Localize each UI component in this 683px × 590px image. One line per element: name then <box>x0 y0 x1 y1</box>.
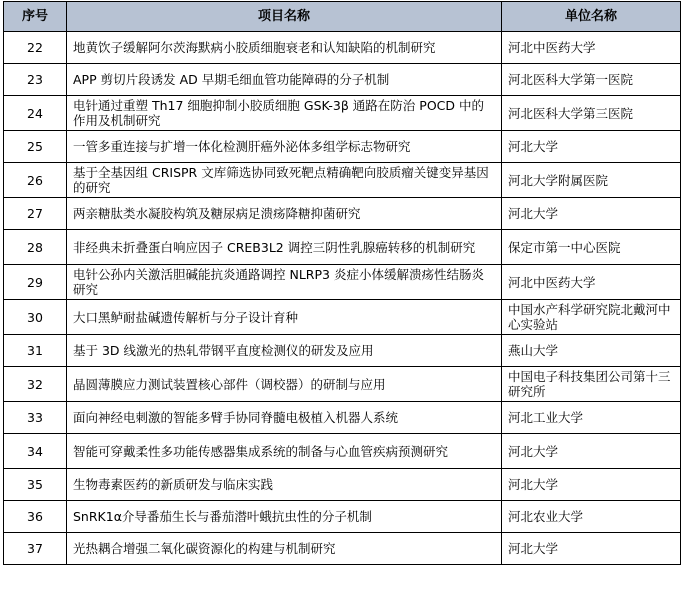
row-project-name: 面向神经电刺激的智能多臂手协同脊髓电极植入机器人系统 <box>67 402 502 434</box>
row-unit-name: 河北大学 <box>502 131 681 163</box>
row-project-name: 基于 3D 线激光的热轧带钢平直度检测仪的研发及应用 <box>67 335 502 367</box>
row-project-name: 电针公孙内关激活胆碱能抗炎通路调控 NLRP3 炎症小体缓解溃疡性结肠炎研究 <box>67 265 502 300</box>
row-number: 27 <box>4 198 67 230</box>
row-unit-name: 河北大学 <box>502 469 681 501</box>
row-number: 35 <box>4 469 67 501</box>
table-header <box>4 2 681 32</box>
row-number: 23 <box>4 64 67 96</box>
row-number: 28 <box>4 230 67 265</box>
table-row <box>4 198 681 230</box>
row-project-name: SnRK1α介导番茄生长与番茄潜叶蛾抗虫性的分子机制 <box>67 501 502 533</box>
row-number: 32 <box>4 367 67 402</box>
row-unit-name: 河北医科大学第一医院 <box>502 64 681 96</box>
row-unit-name: 河北中医药大学 <box>502 32 681 64</box>
row-number: 26 <box>4 163 67 198</box>
row-project-name: 大口黑鲈耐盐碱遗传解析与分子设计育种 <box>67 300 502 335</box>
row-project-name: 电针通过重塑 Th17 细胞抑制小胶质细胞 GSK-3β 通路在防治 POCD 中的作用及机制研究 <box>67 96 502 131</box>
row-unit-name: 河北中医药大学 <box>502 265 681 300</box>
row-project-name: 一管多重连接与扩增一体化检测肝癌外泌体多组学标志物研究 <box>67 131 502 163</box>
table-row <box>4 131 681 163</box>
row-project-name: 光热耦合增强二氧化碳资源化的构建与机制研究 <box>67 533 502 565</box>
row-number: 30 <box>4 300 67 335</box>
table-row <box>4 163 681 198</box>
row-project-name: 生物毒素医药的新质研发与临床实践 <box>67 469 502 501</box>
row-number: 29 <box>4 265 67 300</box>
table-body <box>4 32 681 565</box>
table-row <box>4 265 681 300</box>
row-project-name: 地黄饮子缓解阿尔茨海默病小胶质细胞衰老和认知缺陷的机制研究 <box>67 32 502 64</box>
row-unit-name: 中国水产科学研究院北戴河中心实验站 <box>502 300 681 335</box>
row-project-name: APP 剪切片段诱发 AD 早期毛细血管功能障碍的分子机制 <box>67 64 502 96</box>
header-row <box>4 2 681 32</box>
table-row <box>4 335 681 367</box>
row-number: 31 <box>4 335 67 367</box>
row-project-name: 两亲糖肽类水凝胶构筑及糖尿病足溃疡降糖抑菌研究 <box>67 198 502 230</box>
table-row <box>4 367 681 402</box>
row-unit-name: 中国电子科技集团公司第十三研究所 <box>502 367 681 402</box>
row-number: 36 <box>4 501 67 533</box>
project-table <box>3 1 681 565</box>
row-unit-name: 河北农业大学 <box>502 501 681 533</box>
table-row <box>4 32 681 64</box>
table-row <box>4 469 681 501</box>
row-unit-name: 河北医科大学第三医院 <box>502 96 681 131</box>
header-number: 序号 <box>4 2 67 32</box>
row-project-name: 非经典未折叠蛋白响应因子 CREB3L2 调控三阴性乳腺癌转移的机制研究 <box>67 230 502 265</box>
row-number: 25 <box>4 131 67 163</box>
table-row <box>4 96 681 131</box>
row-number: 33 <box>4 402 67 434</box>
row-unit-name: 河北工业大学 <box>502 402 681 434</box>
table-row <box>4 230 681 265</box>
table-row <box>4 501 681 533</box>
table-row <box>4 300 681 335</box>
row-project-name: 晶圆薄膜应力测试装置核心部件（调校器）的研制与应用 <box>67 367 502 402</box>
row-number: 22 <box>4 32 67 64</box>
header-project-name: 项目名称 <box>67 2 502 32</box>
row-unit-name: 保定市第一中心医院 <box>502 230 681 265</box>
row-project-name: 基于全基因组 CRISPR 文库筛选协同致死靶点精确靶向胶质瘤关键变异基因的研究 <box>67 163 502 198</box>
table-row <box>4 533 681 565</box>
row-number: 37 <box>4 533 67 565</box>
table-row <box>4 64 681 96</box>
row-number: 34 <box>4 434 67 469</box>
row-unit-name: 河北大学 <box>502 434 681 469</box>
row-unit-name: 燕山大学 <box>502 335 681 367</box>
row-project-name: 智能可穿戴柔性多功能传感器集成系统的制备与心血管疾病预测研究 <box>67 434 502 469</box>
row-number: 24 <box>4 96 67 131</box>
table-row <box>4 434 681 469</box>
table-row <box>4 402 681 434</box>
row-unit-name: 河北大学 <box>502 533 681 565</box>
row-unit-name: 河北大学 <box>502 198 681 230</box>
header-unit-name: 单位名称 <box>502 2 681 32</box>
row-unit-name: 河北大学附属医院 <box>502 163 681 198</box>
